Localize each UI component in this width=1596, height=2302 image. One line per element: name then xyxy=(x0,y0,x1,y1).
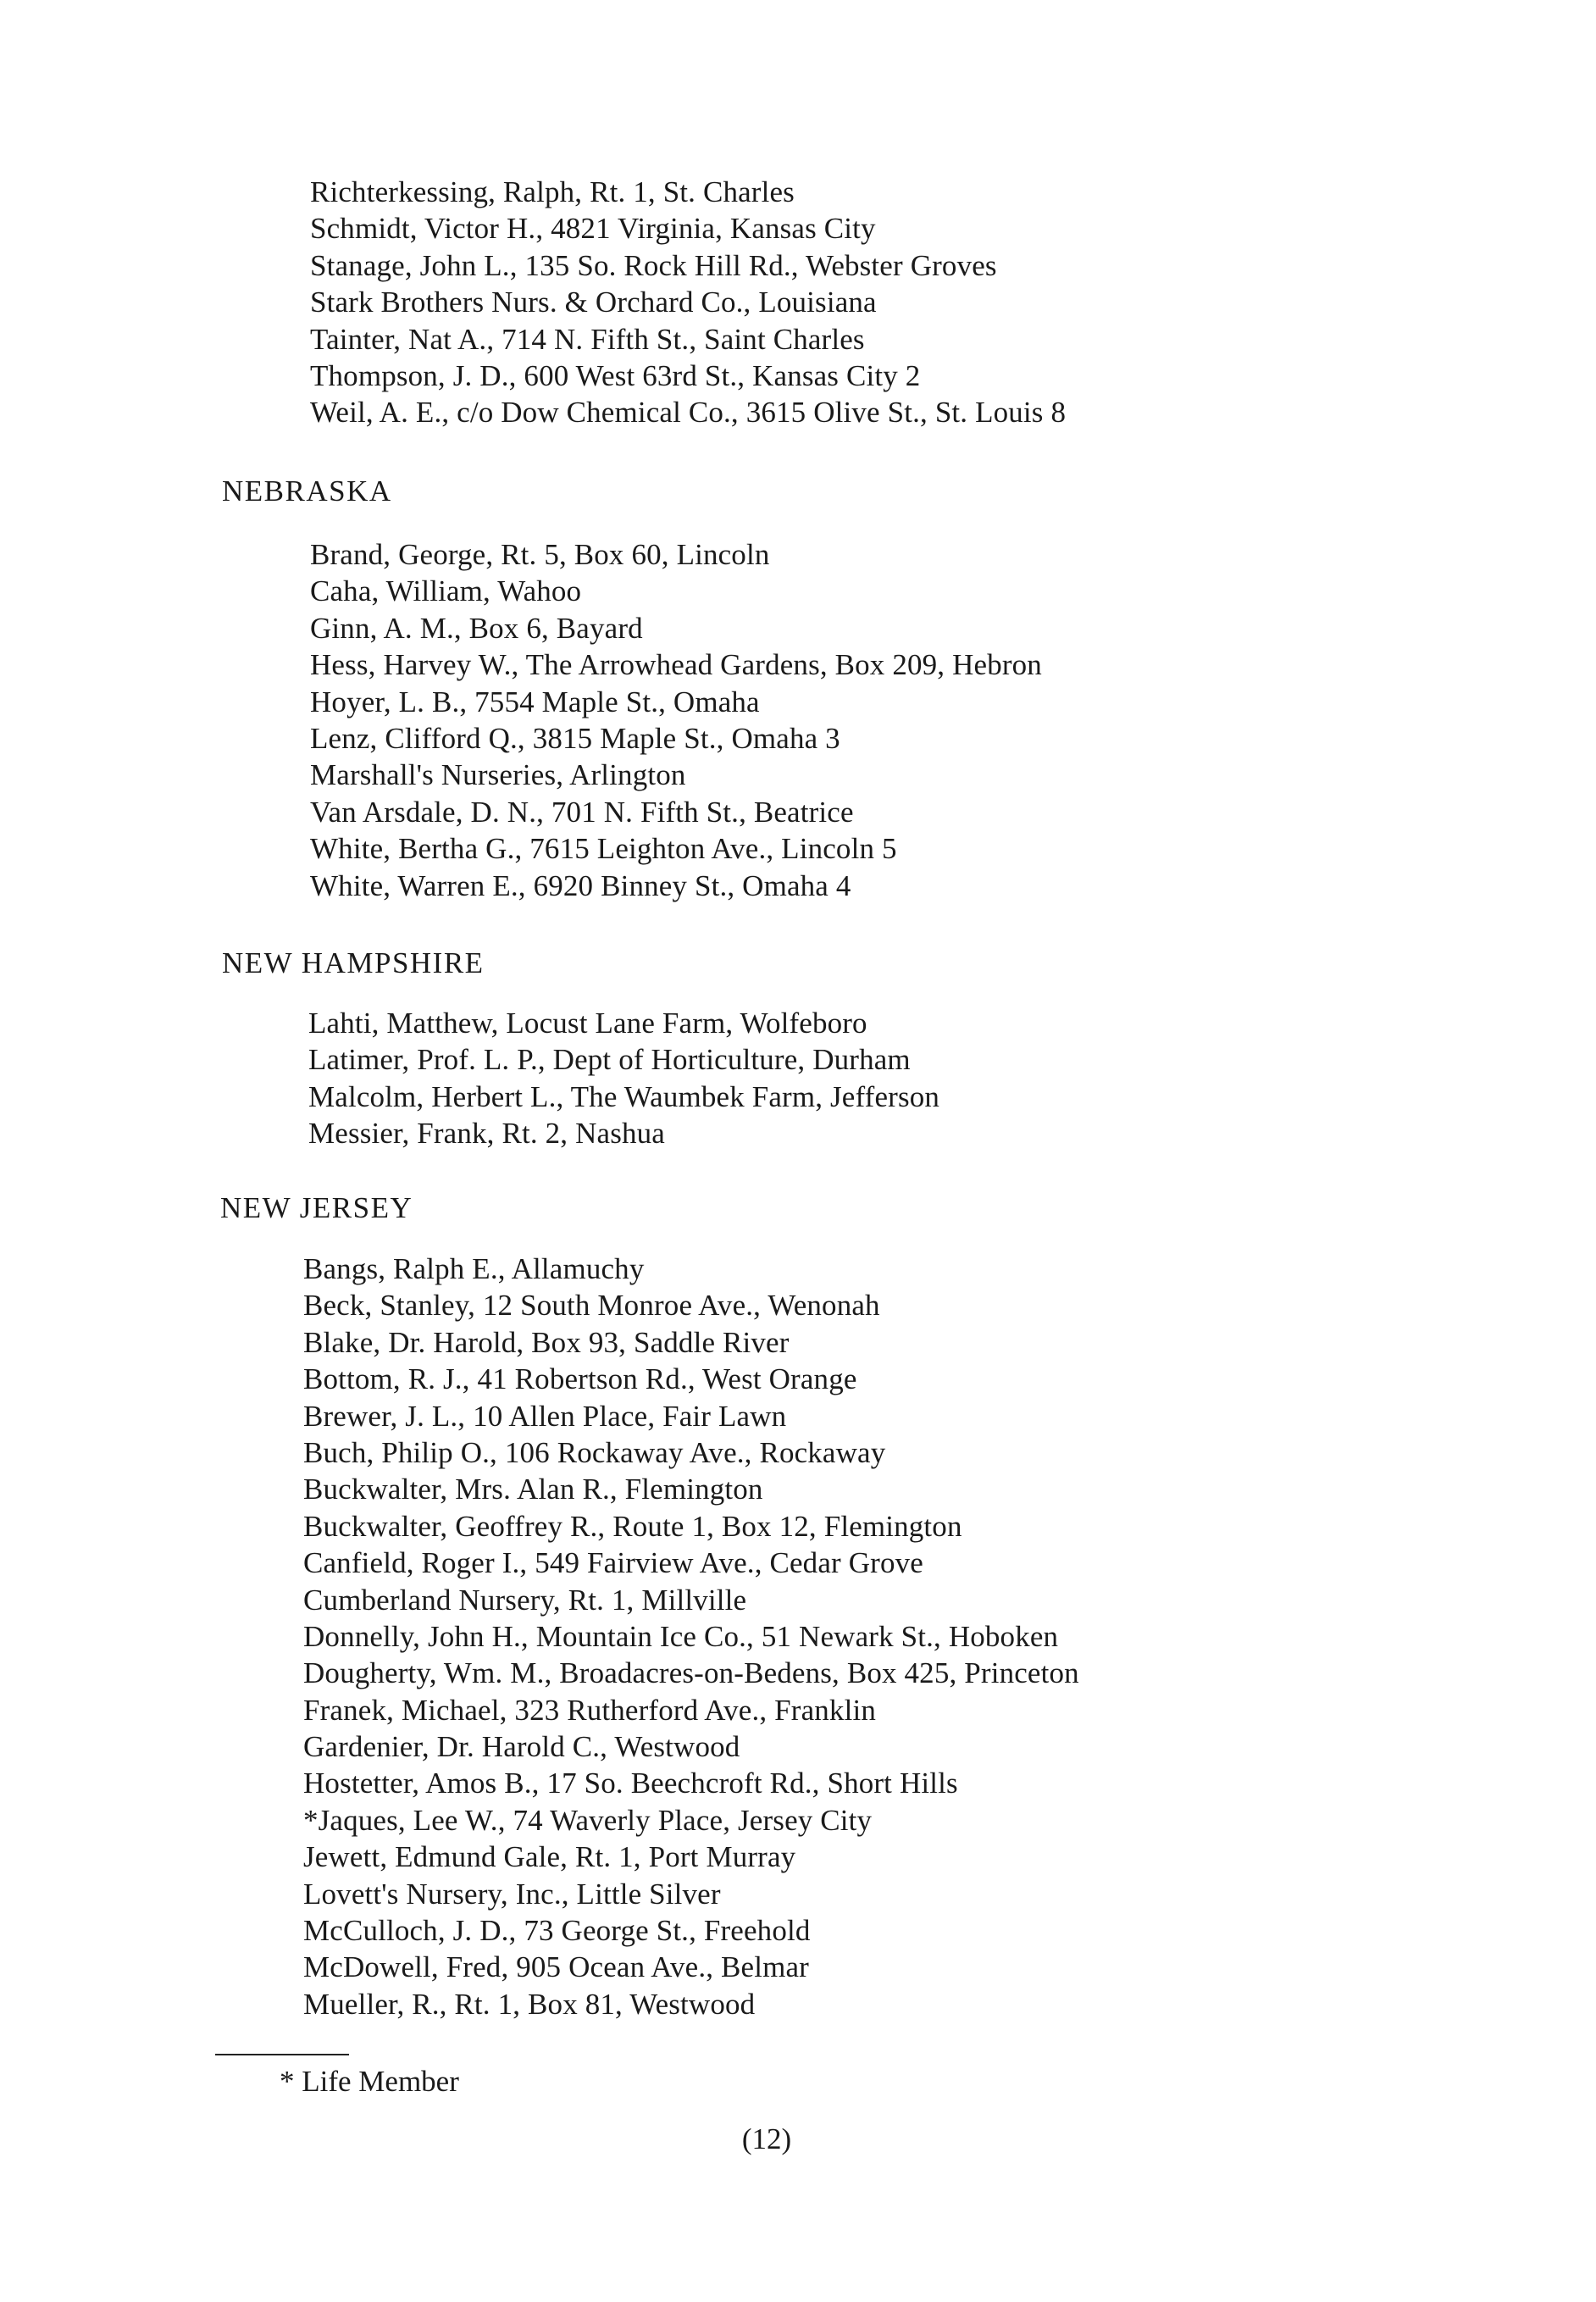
member-entry: Franek, Michael, 323 Rutherford Ave., Franklin xyxy=(303,1693,876,1727)
member-entry: Brewer, J. L., 10 Allen Place, Fair Lawn xyxy=(303,1399,787,1433)
member-entry: Schmidt, Victor H., 4821 Virginia, Kansas City xyxy=(310,212,876,246)
member-entry: Buckwalter, Mrs. Alan R., Flemington xyxy=(303,1473,763,1506)
member-entry: Mueller, R., Rt. 1, Box 81, Westwood xyxy=(303,1987,756,2021)
nebraska-member-list xyxy=(310,536,1042,904)
missouri-member-list xyxy=(310,174,1066,431)
member-entry: Marshall's Nurseries, Arlington xyxy=(310,758,686,792)
member-entry: Hess, Harvey W., The Arrowhead Gardens, Box 209, Hebron xyxy=(310,648,1042,682)
member-entry: Stark Brothers Nurs. & Orchard Co., Louisiana xyxy=(310,286,877,319)
member-entry: Caha, William, Wahoo xyxy=(310,574,582,608)
member-entry: Malcolm, Herbert L., The Waumbek Farm, Jefferson xyxy=(308,1079,940,1113)
member-entry: Blake, Dr. Harold, Box 93, Saddle River xyxy=(303,1325,790,1359)
member-entry: McDowell, Fred, 905 Ocean Ave., Belmar xyxy=(303,1950,809,1984)
member-entry: Stanage, John L., 135 So. Rock Hill Rd., Webster Groves xyxy=(310,248,997,282)
member-entry: *Jaques, Lee W., 74 Waverly Place, Jersey City xyxy=(303,1803,873,1837)
page-number: (12) xyxy=(741,2122,792,2155)
member-entry: Buckwalter, Geoffrey R., Route 1, Box 12, Flemington xyxy=(303,1509,962,1543)
member-entry: Hostetter, Amos B., 17 So. Beechcroft Rd., Short Hills xyxy=(303,1767,958,1800)
member-entry: Messier, Frank, Rt. 2, Nashua xyxy=(308,1117,665,1151)
member-entry: McCulloch, J. D., 73 George St., Freehold xyxy=(303,1914,811,1948)
member-entry: Buch, Philip O., 106 Rockaway Ave., Rockaway xyxy=(303,1435,886,1469)
member-entry: Tainter, Nat A., 714 N. Fifth St., Saint Charles xyxy=(310,322,865,356)
member-entry: Lahti, Matthew, Locust Lane Farm, Wolfeboro xyxy=(308,1007,867,1040)
member-entry: Richterkessing, Ralph, Rt. 1, St. Charles xyxy=(310,175,795,208)
member-entry: Donnelly, John H., Mountain Ice Co., 51 Newark St., Hoboken xyxy=(303,1619,1059,1653)
member-entry: Latimer, Prof. L. P., Dept of Horticulture, Durham xyxy=(308,1043,911,1077)
member-entry: Weil, A. E., c/o Dow Chemical Co., 3615 Olive St., St. Louis 8 xyxy=(310,396,1067,430)
member-entry: Lenz, Clifford Q., 3815 Maple St., Omaha 3 xyxy=(310,721,840,755)
footnote-divider xyxy=(215,2054,349,2055)
new-hampshire-member-list xyxy=(308,1005,939,1152)
member-entry: Dougherty, Wm. M., Broadacres-on-Bedens, Box 425, Princeton xyxy=(303,1656,1079,1690)
member-entry: Bangs, Ralph E., Allamuchy xyxy=(303,1252,645,1285)
member-entry: White, Warren E., 6920 Binney St., Omaha 4 xyxy=(310,868,851,902)
member-entry: Thompson, J. D., 600 West 63rd St., Kansas City 2 xyxy=(310,358,921,392)
member-entry: White, Bertha G., 7615 Leighton Ave., Lincoln 5 xyxy=(310,832,897,866)
member-entry: Hoyer, L. B., 7554 Maple St., Omaha xyxy=(310,685,760,718)
state-heading-new-jersey: NEW JERSEY xyxy=(220,1191,413,1224)
member-entry: Gardenier, Dr. Harold C., Westwood xyxy=(303,1730,740,1764)
member-entry: Van Arsdale, D. N., 701 N. Fifth St., Beatrice xyxy=(310,795,854,829)
new-jersey-member-list xyxy=(303,1251,1079,2022)
member-entry: Brand, George, Rt. 5, Box 60, Lincoln xyxy=(310,538,770,571)
member-entry: Cumberland Nursery, Rt. 1, Millville xyxy=(303,1583,747,1617)
member-entry: Lovett's Nursery, Inc., Little Silver xyxy=(303,1877,721,1911)
state-heading-nebraska: NEBRASKA xyxy=(222,474,392,508)
member-entry: Beck, Stanley, 12 South Monroe Ave., Wenonah xyxy=(303,1289,880,1323)
member-entry: Canfield, Roger I., 549 Fairview Ave., Cedar Grove xyxy=(303,1546,923,1580)
member-entry: Ginn, A. M., Box 6, Bayard xyxy=(310,611,643,645)
member-entry: Jewett, Edmund Gale, Rt. 1, Port Murray xyxy=(303,1840,796,1874)
state-heading-new-hampshire: NEW HAMPSHIRE xyxy=(222,946,485,979)
member-entry: Bottom, R. J., 41 Robertson Rd., West Orange xyxy=(303,1362,857,1396)
footnote-life-member: * Life Member xyxy=(280,2065,459,2098)
